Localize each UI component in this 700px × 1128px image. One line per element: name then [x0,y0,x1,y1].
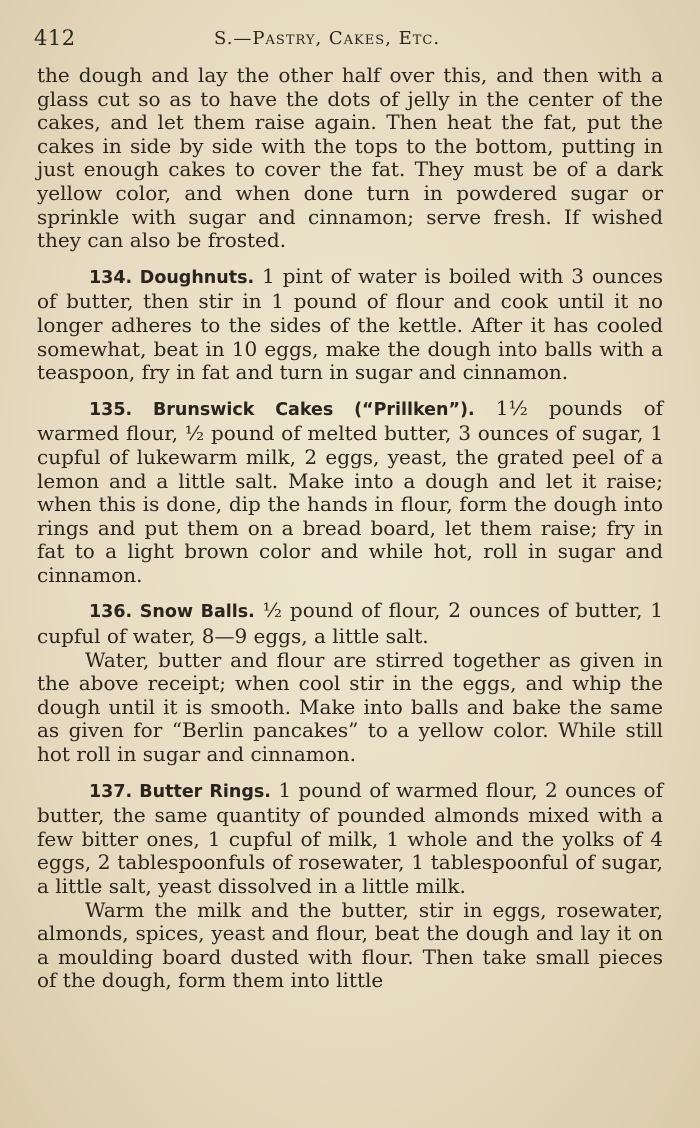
recipe-title: 136. Snow Balls. [89,602,255,623]
recipe-title: 134. Doughnuts. [89,267,255,288]
page-number: 412 [34,26,76,50]
recipe-134 [37,265,663,385]
page-header [0,26,700,54]
running-head: S.—Pastry, Cakes, Etc. [214,28,441,49]
recipe-text: 1 pound of warmed flour, 2 ounces of butter, the same quantity of pounded almonds mixed with a few bitter ones, 1 cupful of milk, 1 whole and the yolks of 4 eggs, 2 tablespoonfuls of rosewater, 1 tablespoonful of sugar, a little salt, yeast dissolved in a little milk. [37,777,663,898]
recipe-136 [37,599,663,648]
continuation-paragraph: the dough and lay the other half over this, and then with a glass cut so as to have the dots of jelly in the center of the cakes, and let them raise again. Then heat the fat, put the cakes in side by side with the tops to the bottom, putting in just enough cakes to cover the fat. They must be of a dark yellow color, and when done turn in powdered sugar or sprinkle with sugar and cinnamon; serve fresh. If wished they can also be frosted. [37,63,663,253]
recipe-135 [37,397,663,588]
recipe-136-method: Water, butter and flour are stirred together as given in the above receipt; when cool stir in the eggs, and whip the dough until it is smooth. Make into balls and bake the same as given for “Berlin pancakes” to a yellow color. While still hot roll in sugar and cinnamon. [37,647,663,767]
recipe-text: 1½ pounds of warmed flour, ½ pound of melted butter, 3 ounces of sugar, 1 cupful of lukewarm milk, 2 eggs, yeast, the grated peel of a lemon and a little salt. Make into a dough and let it raise; when this is done, dip the hands in flour, form the dough into rings and put them on a bread board, let them raise; fry in fat to a light brown color and while hot, roll in sugar and cinnamon. [37,395,664,587]
recipe-text: ½ pound of flour, 2 ounces of butter, 1 cupful of water, 8—9 eggs, a little salt. [37,598,664,649]
recipe-text: 1 pint of water is boiled with 3 ounces of butter, then stir in 1 pound of flour and cook until it no longer adheres to the sides of the kettle. After it has cooled somewhat, beat in 10 eggs, make the dough into balls with a teaspoon, fry in fat and turn in sugar and cinnamon. [37,263,663,385]
page-body [37,64,663,993]
recipe-title: 135. Brunswick Cakes (“Prillken”). [89,399,475,420]
recipe-137-method: Warm the milk and the butter, stir in eggs, rosewater, almonds, spices, yeast and flour, beat the dough and lay it on a moulding board dusted with flour. Then take small pieces of the dough, form them into little [37,897,663,993]
recipe-title: 137. Butter Rings. [89,781,271,802]
recipe-137 [37,779,663,899]
